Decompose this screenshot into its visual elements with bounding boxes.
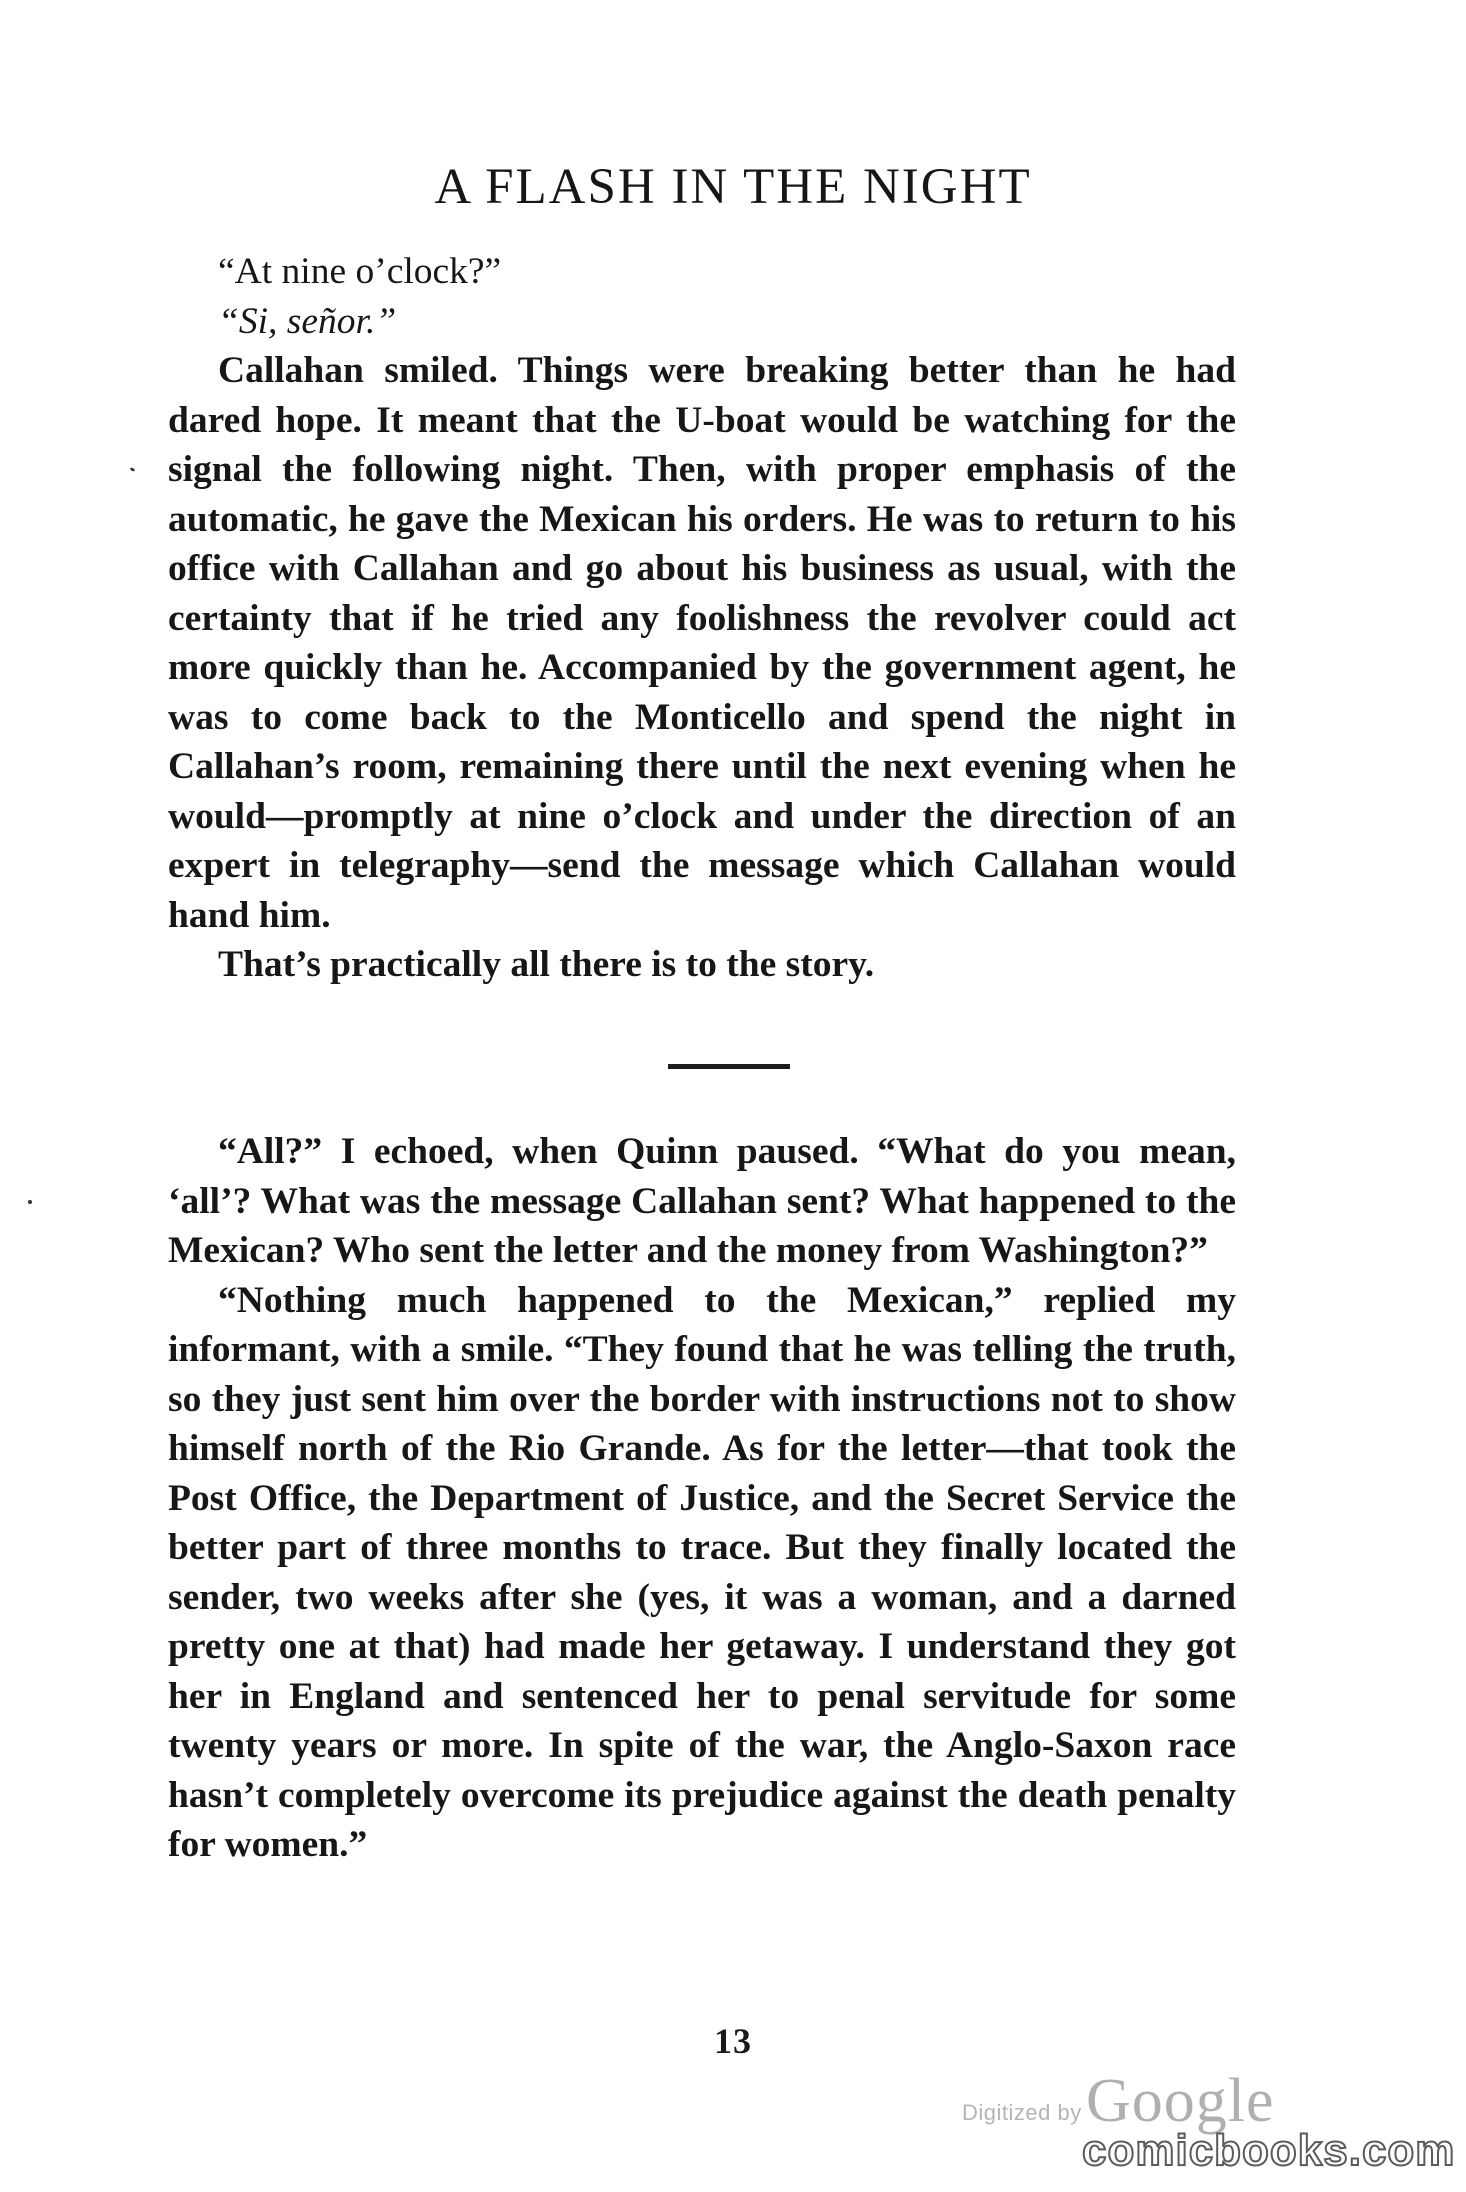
paragraph: “All?” I echoed, when Quinn paused. “What do you mean, ‘all’? What was the message Callahan sent? What happened to the Mexican? Who sent the letter and the money from Washington?” <box>168 1131 1236 1271</box>
stray-ink-mark <box>130 467 136 472</box>
section-divider-rule <box>668 1064 790 1069</box>
stray-ink-mark <box>28 1200 32 1204</box>
paragraph: “Si, señor.” <box>218 300 397 342</box>
paragraph: Callahan smiled. Things were breaking better than he had dared hope. It meant that the U-boat would be watching for the signal the following night. Then, with proper emphasis of the automatic, he gave the Mexican his orders. He was to return to his office with Callahan and go about his business as usual, with the certainty that if he tried any foolishness the revolver could act more quickly than he. Accompanied by the government agent, he was to come back to the Monticello and spend the night in Callahan’s room, remaining there until the next evening when he would—promptly at nine o’clock and under the direction of an expert in telegraphy—send the message which Callahan would hand him. <box>168 350 1236 936</box>
text-block-bottom <box>168 1127 1236 1870</box>
paragraph: “At nine o’clock?” <box>218 251 502 292</box>
digitized-by-watermark: Digitized by <box>962 2100 1082 2125</box>
google-watermark: Google <box>1086 2067 1275 2135</box>
paragraph: That’s practically all there is to the story. <box>218 944 875 985</box>
running-head: A FLASH IN THE NIGHT <box>434 159 1032 215</box>
page-number: 13 <box>714 2021 752 2061</box>
site-watermark: comicbooks.com <box>1082 2126 1456 2175</box>
paragraph: “Nothing much happened to the Mexican,” replied my informant, with a smile. “They found that he was telling the truth, so they just sent him over the border with instructions not to show himself north of the Rio Grande. As for the letter—that took the Post Office, the Department of Justice, and the Secret Service the better part of three months to trace. But they finally located the sender, two weeks after she (yes, it was a woman, and a darned pretty one at that) had made her getaway. I understand they got her in England and sentenced her to penal servitude for some twenty years or more. In spite of the war, the Anglo-Saxon race hasn’t completely overcome its prejudice against the death penalty for women.” <box>168 1279 1236 1865</box>
text-block-top <box>168 247 1236 990</box>
